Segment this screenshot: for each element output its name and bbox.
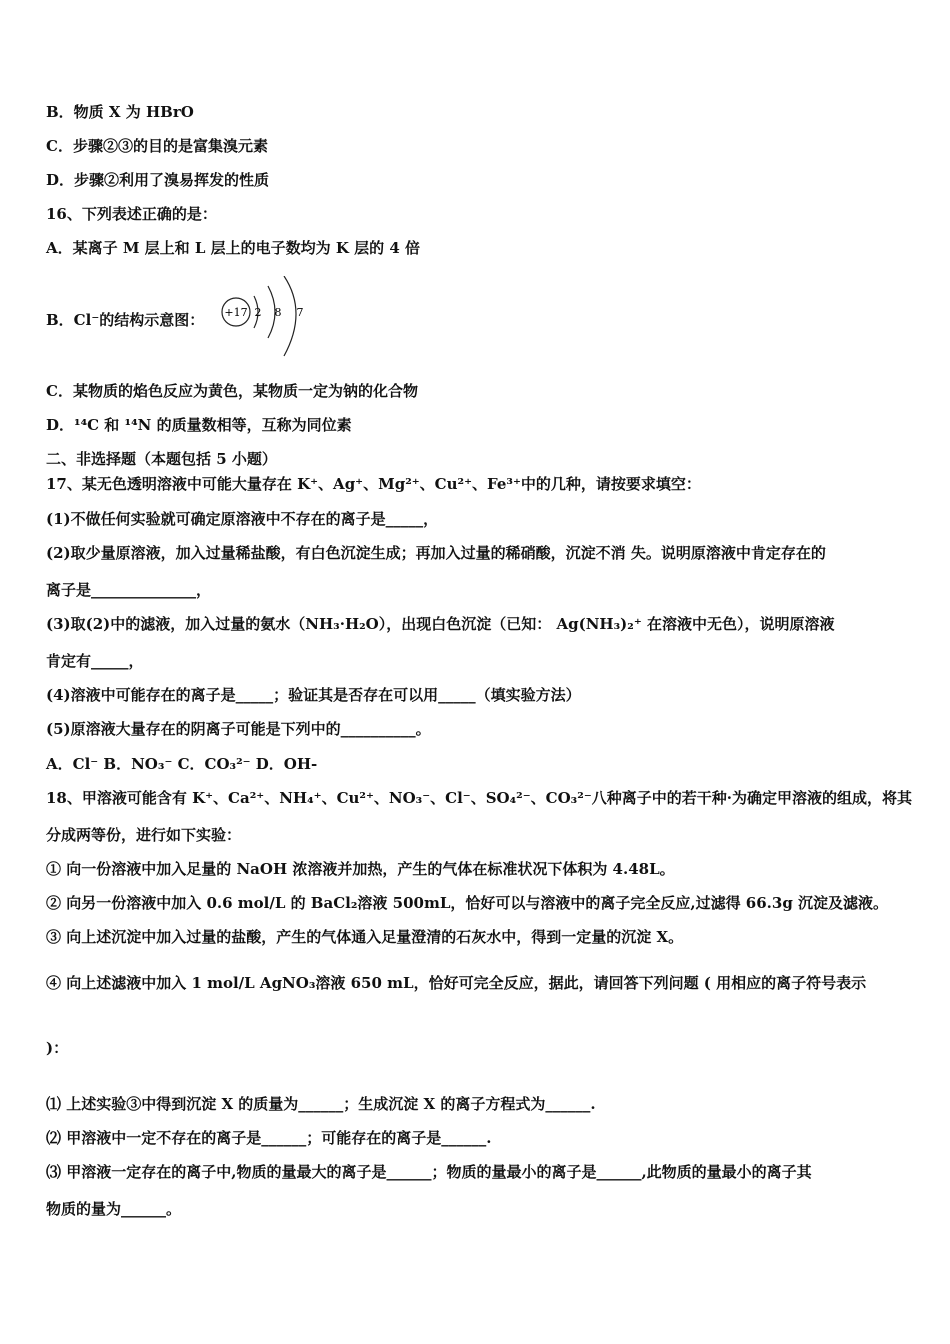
q18-part-3-line-2: 物质的量为______。 xyxy=(46,1200,182,1218)
q17-part-2-line-2: 离子是______________， xyxy=(46,581,212,599)
q18-experiment-1: ① 向一份溶液中加入足量的 NaOH 浓溶液并加热，产生的气体在标准状况下体积为 4.48L。 xyxy=(46,860,675,878)
q18-part-1: ⑴ 上述实验③中得到沉淀 X 的质量为______；生成沉淀 X 的离子方程式为______. xyxy=(46,1095,596,1113)
shell-arc-3 xyxy=(284,276,296,356)
nucleus-charge: +17 xyxy=(224,306,248,319)
q17-part-3-line-1: (3)取(2)中的滤液，加入过量的氨水（NH₃·H₂O），出现白色沉淀（已知： Ag(NH₃)₂⁺ 在溶液中无色），说明原溶液 xyxy=(46,615,835,633)
q17-part-2-line-1: (2)取少量原溶液，加入过量稀盐酸，有白色沉淀生成；再加入过量的稀硝酸，沉淀不消 失。说明原溶液中肯定存在的 xyxy=(46,544,826,562)
q18-experiment-4-end: )： xyxy=(46,1039,69,1057)
q18-part-2: ⑵ 甲溶液中一定不存在的离子是______；可能存在的离子是______. xyxy=(46,1129,492,1147)
chlorine-ion-structure-diagram xyxy=(218,276,308,360)
q17-part-1: (1)不做任何实验就可确定原溶液中不存在的离子是_____， xyxy=(46,510,439,528)
q18-part-3-line-1: ⑶ 甲溶液一定存在的离子中,物质的量最大的离子是______；物质的量最小的离子是______,此物质的量最小的离子其 xyxy=(46,1163,812,1181)
option-15b: B．物质 X 为 HBrO xyxy=(46,103,194,121)
q18-experiment-3: ③ 向上述沉淀中加入过量的盐酸，产生的气体通入足量澄清的石灰水中，得到一定量的沉淀 X。 xyxy=(46,928,684,946)
shell-count-3: 7 xyxy=(296,306,304,319)
question-17: 17、某无色透明溶液中可能大量存在 K⁺、Ag⁺、Mg²⁺、Cu²⁺、Fe³⁺中的几种，请按要求填空： xyxy=(46,475,701,493)
option-15c: C．步骤②③的目的是富集溴元素 xyxy=(46,137,268,155)
shell-count-2: 8 xyxy=(274,306,282,319)
q17-part-4: (4)溶液中可能存在的离子是_____；验证其是否存在可以用_____（填实验方法） xyxy=(46,686,581,704)
shell-count-1: 2 xyxy=(254,306,262,319)
q17-part-5: (5)原溶液大量存在的阴离子可能是下列中的__________。 xyxy=(46,720,431,738)
option-16d: D．¹⁴C 和 ¹⁴N 的质量数相等，互称为同位素 xyxy=(46,416,352,434)
q17-options: A．Cl⁻ B．NO₃⁻ C．CO₃²⁻ D．OH- xyxy=(46,755,318,773)
question-18-line-1: 18、甲溶液可能含有 K⁺、Ca²⁺、NH₄⁺、Cu²⁺、NO₃⁻、Cl⁻、SO₄²⁻、CO₃²⁻八种离子中的若干种·为确定甲溶液的组成，将其 xyxy=(46,789,912,807)
option-16b: B．Cl⁻的结构示意图： xyxy=(46,311,205,329)
option-16c: C．某物质的焰色反应为黄色，某物质一定为钠的化合物 xyxy=(46,382,418,400)
option-15d: D．步骤②利用了溴易挥发的性质 xyxy=(46,171,270,189)
option-16a: A．某离子 M 层上和 L 层上的电子数均为 K 层的 4 倍 xyxy=(46,239,421,257)
q17-part-3-line-2: 肯定有_____， xyxy=(46,652,144,670)
q18-experiment-2: ② 向另一份溶液中加入 0.6 mol/L 的 BaCl₂溶液 500mL，恰好可以与溶液中的离子完全反应,过滤得 66.3g 沉淀及滤液。 xyxy=(46,894,889,912)
q18-experiment-4: ④ 向上述滤液中加入 1 mol/L AgNO₃溶液 650 mL，恰好可完全反应，据此，请回答下列问题 ( 用相应的离子符号表示 xyxy=(46,974,867,992)
question-16: 16、下列表述正确的是： xyxy=(46,205,217,223)
question-18-line-2: 分成两等份，进行如下实验： xyxy=(46,826,242,844)
section-heading: 二、非选择题（本题包括 5 小题） xyxy=(46,450,277,468)
